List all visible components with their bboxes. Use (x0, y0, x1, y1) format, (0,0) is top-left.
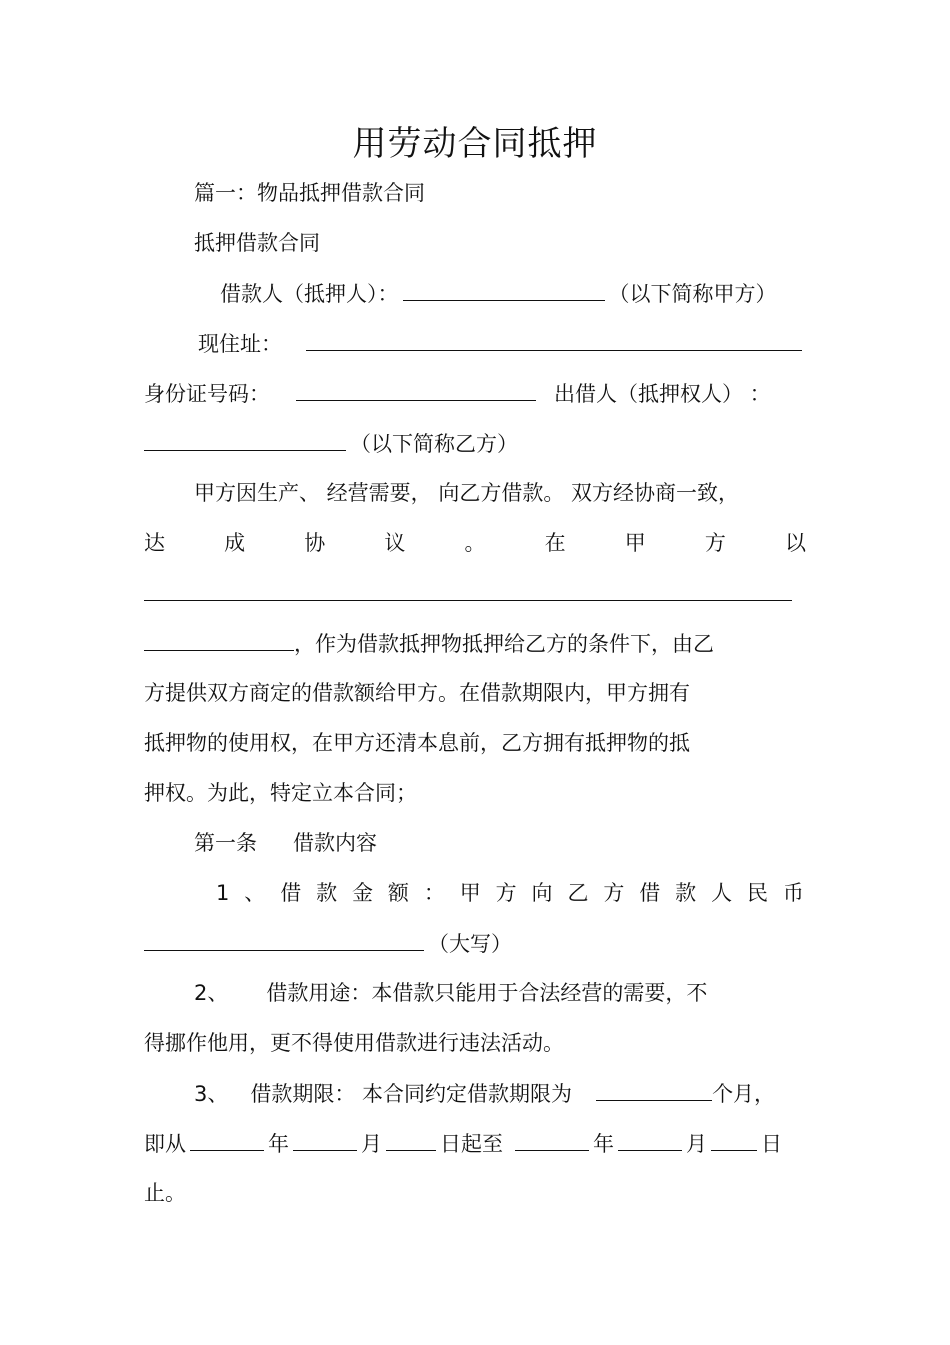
spread-char: 议 (384, 531, 406, 555)
section-heading: 篇一：物品抵押借款合同 (194, 181, 425, 205)
year-label: 年 (268, 1132, 289, 1156)
lender-line (144, 428, 518, 459)
end-month-blank (618, 1128, 682, 1151)
collateral-line (144, 578, 796, 609)
item-1-spread (216, 878, 804, 908)
month-label-2: 月 (686, 1132, 707, 1156)
spread-char: 方 (704, 531, 726, 555)
term-end: 止。 (144, 1181, 186, 1205)
amount-blank (144, 928, 424, 951)
item-3-number: 3、 (194, 1082, 229, 1106)
article-number: 第一条 (194, 831, 257, 855)
year-label-2: 年 (593, 1132, 614, 1156)
spread-char: ： (423, 881, 445, 905)
end-year-blank (515, 1128, 589, 1151)
paragraph-1-spread (144, 528, 806, 558)
term-dates-line (144, 1128, 782, 1159)
spread-char: 额 (387, 881, 409, 905)
lender-label: 出借人（抵押权人） ： (554, 382, 771, 406)
item-3 (194, 1078, 775, 1109)
spread-char: 款 (675, 881, 697, 905)
paragraph-2 (144, 628, 714, 659)
paragraph-1: 甲方因生产、 经营需要， 向乙方借款。 双方经协商一致， (194, 481, 740, 505)
borrower-label: 借款人（抵押人）： (220, 282, 399, 306)
paragraph-5: 押权。为此，特定立本合同； (144, 781, 417, 805)
spread-char: 民 (746, 881, 768, 905)
start-day-blank (386, 1128, 436, 1151)
start-month-blank (293, 1128, 357, 1151)
spread-char: 协 (304, 531, 326, 555)
paragraph-4: 抵押物的使用权，在甲方还清本息前，乙方拥有抵押物的抵 (144, 731, 690, 755)
item-2-text: 借款用途：本借款只能用于合法经营的需要，不 (266, 981, 708, 1005)
item-2 (194, 978, 707, 1008)
spread-char: 1 (216, 881, 230, 905)
borrower-blank (403, 278, 605, 301)
end-day-blank (711, 1128, 757, 1151)
spread-char: 达 (144, 531, 165, 555)
address-blank (306, 328, 802, 351)
spread-char: 以 (785, 531, 806, 555)
spread-char: 人 (711, 881, 733, 905)
collateral-blank (144, 578, 792, 601)
id-label: 身份证号码： (144, 382, 270, 406)
party-b-note: （以下简称乙方） (350, 432, 518, 456)
contract-subtitle: 抵押借款合同 (194, 231, 320, 255)
collateral-blank-2 (144, 628, 294, 651)
from-label: 即从 (144, 1132, 186, 1156)
months-unit: 个月， (712, 1082, 776, 1106)
article-title: 借款内容 (293, 831, 377, 855)
spread-char: 。 (464, 531, 486, 555)
spread-char: 方 (495, 881, 517, 905)
spread-char: 币 (782, 881, 804, 905)
month-label: 月 (361, 1132, 382, 1156)
lender-blank (144, 428, 346, 451)
spread-char: 甲 (459, 881, 481, 905)
day-from-label: 日起至 (440, 1132, 503, 1156)
spread-char: 借 (639, 881, 661, 905)
spread-char: 款 (316, 881, 338, 905)
months-blank (596, 1078, 712, 1101)
spread-char: 在 (544, 531, 566, 555)
spread-char: 向 (531, 881, 553, 905)
start-year-blank (190, 1128, 264, 1151)
party-a-note: （以下简称甲方） (608, 282, 777, 306)
id-blank (296, 378, 536, 401)
spread-char: 成 (224, 531, 246, 555)
amount-line (144, 928, 512, 959)
borrower-line (220, 278, 777, 309)
day-end-label: 日 (761, 1132, 782, 1156)
address-line (198, 328, 806, 359)
amount-note: （大写） (428, 932, 512, 956)
item-2-number: 2、 (194, 981, 229, 1005)
paragraph-3: 方提供双方商定的借款额给甲方。在借款期限内，甲方拥有 (144, 681, 690, 705)
item-2-continued: 得挪作他用，更不得使用借款进行违法活动。 (144, 1031, 564, 1055)
item-3-text: 借款期限： 本合同约定借款期限为 (250, 1082, 573, 1106)
spread-char: 、 (244, 881, 266, 905)
address-label: 现住址： (198, 332, 282, 356)
spread-char: 借 (280, 881, 302, 905)
paragraph-2-text: ，作为借款抵押物抵押给乙方的条件下，由乙 (294, 632, 714, 656)
document-title: 用劳动合同抵押 (352, 124, 598, 164)
spread-char: 乙 (567, 881, 589, 905)
spread-char: 金 (352, 881, 373, 905)
spread-char: 方 (603, 881, 625, 905)
article-1-heading (194, 828, 377, 858)
spread-char: 甲 (624, 531, 646, 555)
id-line (144, 378, 771, 409)
